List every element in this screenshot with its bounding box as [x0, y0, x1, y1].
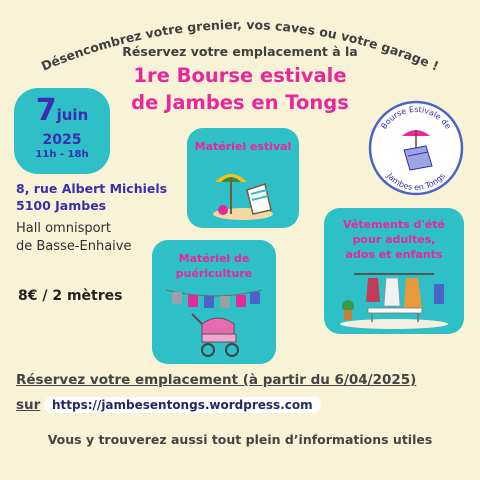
card-summer-clothes [324, 208, 464, 334]
venue [16, 220, 131, 256]
date-day: 7 [35, 93, 57, 128]
venue-line-2: de Basse-Enhaive [16, 239, 132, 254]
card-summer-title: Matériel estival [194, 140, 292, 153]
card-baby-title-1: Matériel de [178, 252, 250, 265]
card-clothes-title-1: Vêtements d'été [343, 218, 445, 231]
date-hours: 11h - 18h [35, 149, 89, 160]
card-clothes-title-3: ados et enfants [345, 248, 443, 261]
date-month: juin [56, 106, 89, 124]
logo [368, 100, 464, 196]
card-clothes-title-2: pour adultes, [352, 233, 436, 246]
title-line-2: de Jambes en Tongs [131, 91, 349, 114]
date-year: 2025 [42, 132, 82, 148]
clothes-rack-icon [334, 266, 454, 330]
header-arc-text: Désencombrez votre grenier, vos caves ou votre garage ! [38, 16, 442, 74]
title-line-1: 1re Bourse estivale [133, 64, 347, 87]
info-text: Vous y trouverez aussi tout plein d’informations utiles [47, 432, 433, 447]
address-line-1: 8, rue Albert Michiels [16, 181, 168, 196]
address [16, 180, 167, 214]
website-link[interactable]: https://jambesentongs.wordpress.com [44, 397, 321, 413]
logo-text-top: Bourse Estivale de [379, 104, 453, 131]
address-line-2: 5100 Jambes [16, 198, 107, 213]
date-badge [14, 88, 110, 174]
sur-label: sur [16, 397, 41, 413]
price: 8€ / 2 mètres [18, 288, 123, 304]
card-childcare-equipment [152, 240, 276, 364]
beach-chair-icon [207, 160, 279, 224]
logo-text-bottom: Jambes en Tongs [385, 171, 447, 193]
subtitle: Réservez votre emplacement à la [122, 44, 358, 59]
card-baby-title-2: puériculture [175, 267, 253, 280]
venue-line-1: Hall omnisport [16, 221, 111, 236]
card-summer-equipment [187, 128, 299, 228]
stroller-icon [162, 284, 266, 360]
reserve-text: Réservez votre emplacement (à partir du 6/04/2025) [16, 372, 417, 388]
date-day-row [14, 94, 110, 132]
